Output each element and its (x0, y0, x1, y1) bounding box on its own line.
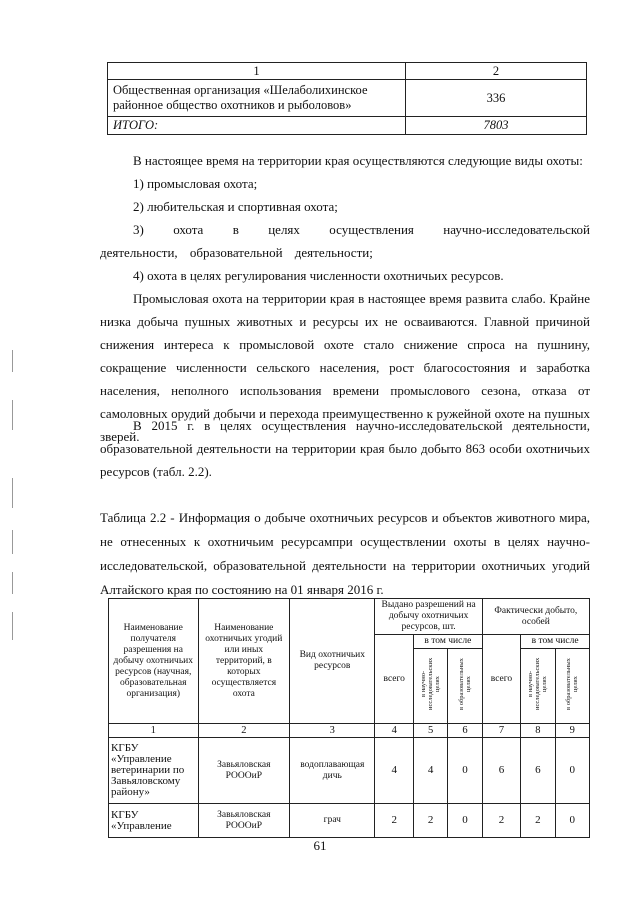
value-cell: 4 (375, 738, 414, 804)
column-number: 3 (290, 724, 375, 738)
header-actual: Фактически добыто, особей (482, 599, 589, 635)
grounds-cell: Завьяловская РОООиР (198, 804, 290, 838)
scan-mark (12, 572, 13, 594)
list-item: 1) промысловая охота; (133, 176, 258, 191)
column-numbers-row (109, 724, 590, 738)
column-number: 6 (448, 724, 482, 738)
column-number: 5 (414, 724, 448, 738)
table-row (108, 80, 587, 117)
paragraph: В 2015 г. в целях осуществления научно-исследовательской деятельности, образовательной деятельности на территории края было добыто 863 особи охотничьих ресурсов (табл. 2.2). (100, 418, 590, 479)
recipient-cell: КГБУ «Управление ветеринарии по Завьяловскому району» (109, 738, 199, 804)
column-number: 9 (555, 724, 589, 738)
header-scientific: в научно-исследовательских целях (521, 649, 555, 724)
recipient-cell: КГБУ «Управление (109, 804, 199, 838)
table-row (109, 738, 590, 804)
header-grounds: Наименование охотничьих угодий или иных территорий, в которых осуществляется охота (198, 599, 290, 724)
table-header-row (108, 63, 587, 80)
scan-mark (12, 400, 13, 430)
list-item: 4) охота в целях регулирования численности охотничьих ресурсов. (133, 268, 504, 283)
header-including: в том числе (521, 635, 590, 649)
paragraph: В настоящее время на территории края осуществляются следующие виды охоты: (133, 153, 583, 168)
column-number: 2 (198, 724, 290, 738)
column-number: 7 (482, 724, 521, 738)
header-educational: в образовательных целях (448, 649, 482, 724)
value-cell: 0 (555, 738, 589, 804)
list-item: 3) охота в целях осуществления научно-исследовательской деятельности, образовательной деятельности; (100, 222, 590, 260)
table-header-row (109, 599, 590, 635)
scan-mark (12, 478, 13, 508)
value-cell: 6 (521, 738, 555, 804)
header-including: в том числе (414, 635, 483, 649)
total-row (108, 117, 587, 135)
page-number: 61 (313, 838, 327, 853)
column-number: 2 (406, 63, 587, 80)
scan-mark (12, 612, 13, 640)
value-cell: 0 (448, 738, 482, 804)
value-cell: 2 (414, 804, 448, 838)
value-cell: 2 (375, 804, 414, 838)
total-value: 7803 (406, 117, 587, 135)
hunting-data-table (108, 598, 590, 838)
header-species: Вид охотничьих ресурсов (290, 599, 375, 724)
list-item: 2) любительская и спортивная охота; (133, 199, 338, 214)
header-total: всего (482, 635, 521, 724)
column-number: 1 (108, 63, 406, 80)
table-row (109, 804, 590, 838)
species-cell: водоплавающая дичь (290, 738, 375, 804)
paragraph: Промысловая охота на территории края в настоящее время развита слабо. Крайне низка добыча пушных животных и ресурсы их не осваиваются. Главной причиной снижения интереса к промысловой охоте стало снижение спроса на пушнину, сокращение численности сельского населения, рост благосостояния и заработка населения, неполного использования времени промыслового сезона, отказа от самоловных орудий добычи и перехода преимущественно к ружейной охоте на пушных зверей. (100, 291, 590, 444)
value-cell: 2 (482, 804, 521, 838)
species-cell: грач (290, 804, 375, 838)
value-cell: 6 (482, 738, 521, 804)
value-cell: 0 (448, 804, 482, 838)
header-educational: в образовательных целях (555, 649, 589, 724)
scan-mark (12, 350, 13, 372)
value-cell: 4 (414, 738, 448, 804)
organization-name: Общественная организация «Шелаболихинское районное общество охотников и рыболовов» (108, 80, 406, 117)
header-total: всего (375, 635, 414, 724)
total-label: ИТОГО: (108, 117, 406, 135)
column-number: 4 (375, 724, 414, 738)
grounds-cell: Завьяловская РОООиР (198, 738, 290, 804)
header-scientific: в научно-исследовательских целях (414, 649, 448, 724)
header-recipient: Наименование получателя разрешения на добычу охотничьих ресурсов (научная, образовательная организация) (109, 599, 199, 724)
value-cell: 2 (521, 804, 555, 838)
column-number: 1 (109, 724, 199, 738)
scan-mark (12, 530, 13, 554)
continued-table (107, 62, 587, 135)
table-caption: Таблица 2.2 - Информация о добыче охотничьих ресурсов и объектов животного мира, не отнесенных к охотничьим ресурсампри осуществлении охоты в целях научно-исследовательской, образовательной деятельности на территории охотничьих угодий Алтайского края по состоянию на 01 января 2016 г. (100, 510, 590, 597)
organization-value: 336 (406, 80, 587, 117)
header-permits: Выдано разрешений на добычу охотничьих ресурсов, шт. (375, 599, 482, 635)
column-number: 8 (521, 724, 555, 738)
value-cell: 0 (555, 804, 589, 838)
